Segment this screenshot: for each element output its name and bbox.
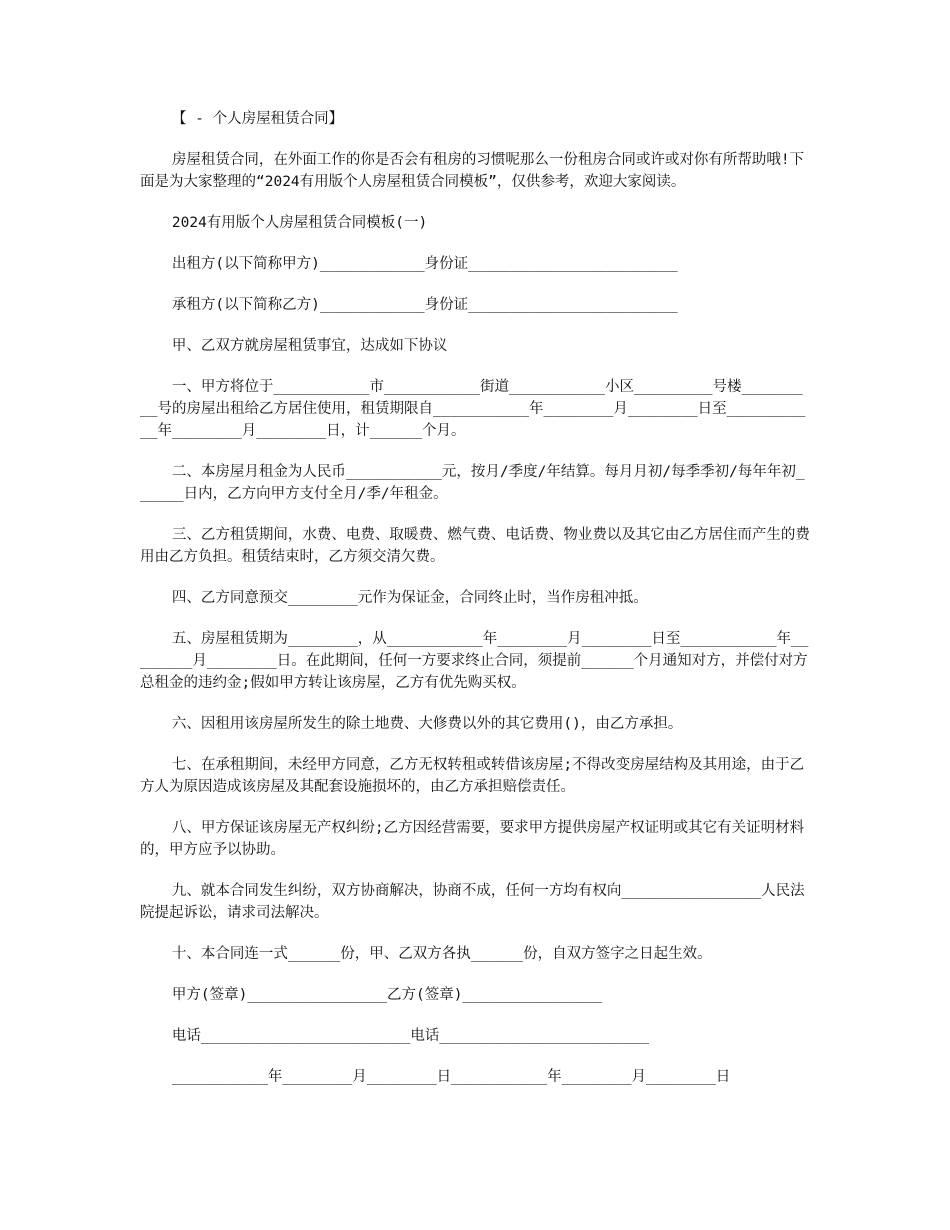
clause-10: 十、本合同连一式______份，甲、乙双方各执______份，自双方签字之日起生效。: [171, 946, 712, 962]
lessor-line: 出租方(以下简称甲方)____________身份证________________________: [171, 256, 678, 272]
clause-8: 八、甲方保证该房屋无产权纠纷;乙方因经营需要，要求甲方提供房屋产权证明或其它有关证明材料的，甲方应予以协助。: [140, 820, 805, 858]
signature-line: 甲方(签章)________________乙方(签章)________________: [171, 987, 603, 1003]
template-title: 2024有用版个人房屋租赁合同模板(一): [171, 215, 428, 231]
clause-7: 七、在承租期间，未经甲方同意，乙方无权转租或转借该房屋;不得改变房屋结构及其用途，由于乙方人为原因造成该房屋及其配套设施损坏的，由乙方承担赔偿责任。: [140, 757, 805, 795]
agreement-line: 甲、乙双方就房屋租赁事宜，达成如下协议: [171, 338, 448, 354]
date-line: ___________年________月________日___________年________月________日: [171, 1069, 731, 1085]
clause-9: 九、就本合同发生纠纷，双方协商解决，协商不成，任何一方均有权向________________人民法院提起诉讼，请求司法解决。: [140, 883, 805, 921]
clause-3: 三、乙方租赁期间，水费、电费、取暖费、燃气费、电话费、物业费以及其它由乙方居住而产生的费用由乙方负担。租赁结束时，乙方须交清欠费。: [140, 527, 810, 565]
clause-5: 五、房屋租赁期为________，从___________年________月________日至___________年________月________日。在此期间，任何一方要求终止合同，须提前______个月通知对方，并偿付对方总租金的违约金;假如甲方转让该房屋，乙方有优先购买权。: [140, 631, 809, 691]
intro-paragraph: 房屋租赁合同，在外面工作的你是否会有租房的习惯呢那么一份租房合同或许或对你有所帮助哦!下面是为大家整理的“2024有用版个人房屋租赁合同模板”，仅供参考，欢迎大家阅读。: [140, 152, 805, 190]
clause-1: 一、甲方将位于___________市___________街道___________小区_________号楼_________号的房屋出租给乙方居住使用，租赁期限自___________年________月________日至___________年________月________日，计______个月。: [140, 379, 806, 439]
clause-2: 二、本房屋月租金为人民币___________元，按月/季度/年结算。每月月初/每季季初/每年年初______日内，乙方向甲方支付全月/季/年租金。: [140, 464, 805, 502]
document-page: [140, 108, 810, 1107]
clause-6: 六、因租用该房屋所发生的除土地费、大修费以外的其它费用()，由乙方承担。: [171, 716, 683, 732]
clause-4: 四、乙方同意预交________元作为保证金，合同终止时，当作房租冲抵。: [171, 590, 648, 606]
lessee-line: 承租方(以下简称乙方)____________身份证________________________: [171, 297, 678, 313]
document-heading: 【 - 个人房屋租赁合同】: [171, 111, 344, 127]
phone-line: 电话________________________电话________________________: [171, 1028, 649, 1044]
